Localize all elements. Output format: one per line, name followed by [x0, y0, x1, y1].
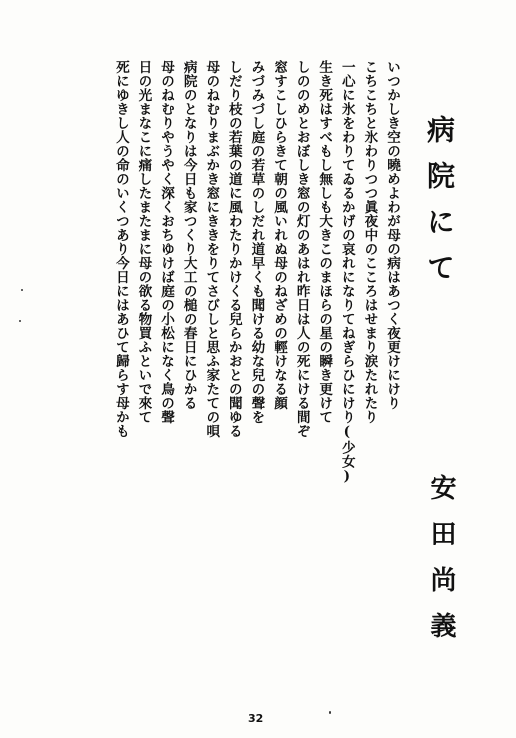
- poem-line: 窓すこしひらきて朝の風いれぬ母のねざめの輕けなる顔: [271, 60, 288, 410]
- poem-line: 生き死はすべもし無しも大きこのまほらの星の瞬き更けて: [316, 60, 333, 424]
- poem-body: [104, 60, 400, 485]
- author-name: 安田尚義: [426, 474, 456, 658]
- poem-line: いつかしき空の曉めよわが母の病はあつく夜更けにけり: [384, 60, 400, 410]
- poem-line: 一心に氷をわりてゐるかげの哀れになりてねぎらひにけり(少女): [338, 60, 355, 485]
- poem-line: 日の光まなこに痛したまたまに母の欲る物買ふといで來て: [135, 60, 152, 424]
- poem-line: 母のねむりまぶかき窓にききをりてさびしと思ふ家たての唄: [203, 60, 220, 438]
- page-number: 32: [248, 712, 264, 725]
- poem-line: 母のねむりやうやく深くおちゆけば庭の小松になく鳥の聲: [158, 60, 175, 424]
- poem-line: 病院のとなりは今日も家つくり大工の槌の春日にひかる: [180, 60, 197, 410]
- print-speck: [19, 320, 21, 322]
- poem-title: 病院にて: [423, 115, 456, 299]
- print-speck: [329, 711, 331, 714]
- poem-line: しののめとおぼしき窓の灯のあはれ昨日は人の死にける間ぞ: [293, 60, 310, 438]
- print-speck: [21, 289, 23, 291]
- poem-line: こちこちと氷わりつつ眞夜中のこころはせまり涙たれたり: [361, 60, 378, 424]
- poem-line: 死にゆきし人の命のいくつあり今日にはあひて歸らす母かも: [112, 60, 129, 438]
- poem-line: みづみづし庭の若草のしだれ道早くも聞ける幼な兒の聲を: [248, 60, 265, 424]
- poem-line: しだり枝の若葉の道に風わたりかけくる兒らかおとの聞ゆる: [225, 60, 242, 438]
